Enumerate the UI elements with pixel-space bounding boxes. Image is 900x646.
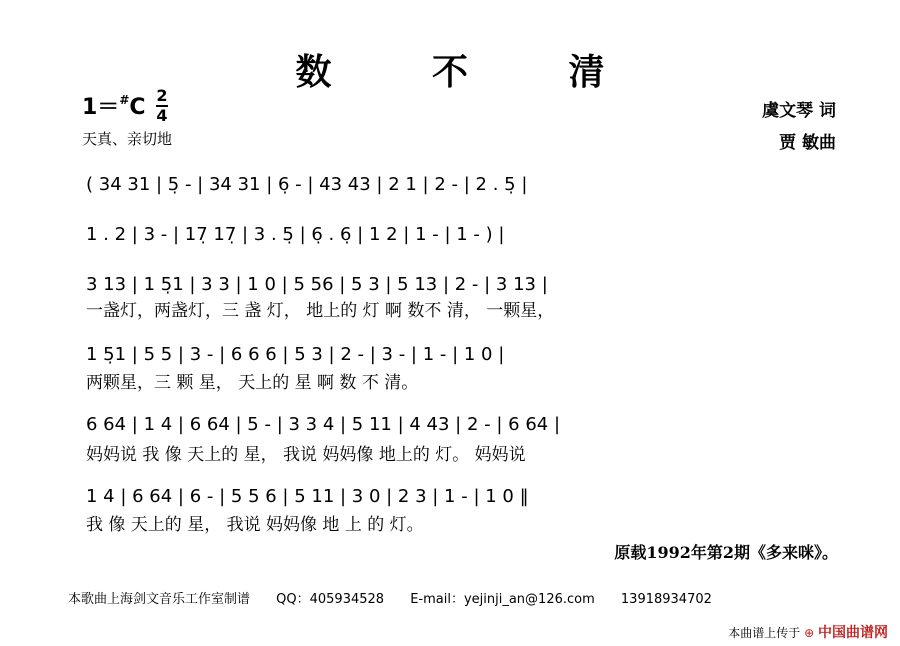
upload-credit bbox=[728, 622, 888, 642]
lyrics-text: 妈妈说 我 像 天上的 星， 我说 妈妈像 地上的 灯。 妈妈说 bbox=[86, 445, 526, 465]
site-logo[interactable]: 中国曲谱网 bbox=[818, 625, 888, 641]
source-note: 原载1992年第2期《多来咪》。 bbox=[614, 543, 838, 562]
footer-email: E-mail：yejinji_an@126.com bbox=[410, 592, 595, 607]
score-row-2-svg bbox=[82, 218, 836, 252]
row-text: ( 34 31 | 5̣ - | 34 31 | 6̣ - | 43 43 | 2 1 | 2 - | 2 . 5̣ | bbox=[86, 174, 528, 195]
footer bbox=[68, 588, 734, 607]
score-row-5-svg bbox=[82, 408, 836, 442]
time-top: 2 bbox=[156, 86, 168, 105]
tempo-mood: 天真、亲切地 bbox=[82, 130, 173, 148]
composer-credit: 贾 敏曲 bbox=[779, 133, 836, 153]
row-text: 1 4 | 6 64 | 6 - | 5 5 6 | 5 11 | 3 0 | 2 3 | 1 - | 1 0 ‖ bbox=[86, 486, 529, 507]
score-row-1-svg bbox=[82, 168, 836, 202]
row-text: 3 13 | 1 5̣1 | 3 3 | 1 0 | 5 56 | 5 3 | 5 13 | 2 - | 3 13 | bbox=[86, 274, 548, 295]
footer-studio: 本歌曲上海剑文音乐工作室制谱 bbox=[68, 592, 251, 607]
score-row-6-svg bbox=[82, 480, 836, 514]
sharp-sign: # bbox=[119, 93, 130, 107]
time-bottom: 4 bbox=[156, 106, 168, 125]
key-note: C bbox=[129, 95, 146, 120]
lyrics-row-6 bbox=[82, 510, 836, 536]
score-row-6 bbox=[82, 480, 836, 510]
score-row-1 bbox=[82, 168, 836, 198]
lyrics-text: 一盏灯，两盏灯，三 盏 灯， 地上的 灯 啊 数不 清， 一颗星， bbox=[86, 301, 555, 321]
score-row-3 bbox=[82, 268, 836, 298]
score-row-4 bbox=[82, 338, 836, 368]
lyrics-text: 两颗星，三 颗 星， 天上的 星 啊 数 不 清。 bbox=[86, 373, 419, 393]
key-signature bbox=[82, 90, 146, 121]
score-row-2 bbox=[82, 218, 836, 248]
upload-label: 本曲谱上传于 bbox=[728, 626, 801, 640]
lyricist-credit: 虞文琴 词 bbox=[762, 101, 836, 121]
row-text: 1 . 2 | 3 - | 17̣ 17̣ | 3 . 5̣ | 6̣ . 6̣ | 1 2 | 1 - | 1 - ) | bbox=[86, 224, 505, 245]
lyrics-row-5 bbox=[82, 440, 836, 466]
lyrics-row-3 bbox=[82, 296, 836, 322]
lyrics-row-4 bbox=[82, 368, 836, 394]
time-signature bbox=[156, 88, 168, 124]
score-row-5 bbox=[82, 408, 836, 438]
row-text: 1 5̣1 | 5 5 | 3 - | 6 6 6 | 5 3 | 2 - | 3 - | 1 - | 1 0 | bbox=[86, 344, 505, 365]
footer-phone: 13918934702 bbox=[620, 592, 712, 607]
lyrics-text: 我 像 天上的 星， 我说 妈妈像 地 上 的 灯。 bbox=[86, 515, 424, 535]
footer-qq: QQ：405934528 bbox=[276, 592, 385, 607]
song-title: 数 不 清 bbox=[295, 51, 649, 93]
row-text: 6 64 | 1 4 | 6 64 | 5 - | 3 3 4 | 5 11 | 4 43 | 2 - | 6 64 | bbox=[86, 414, 561, 435]
key-prefix: 1＝ bbox=[82, 95, 120, 120]
site-logo-icon: ⊕ bbox=[804, 626, 815, 640]
score-row-4-svg bbox=[82, 338, 836, 372]
